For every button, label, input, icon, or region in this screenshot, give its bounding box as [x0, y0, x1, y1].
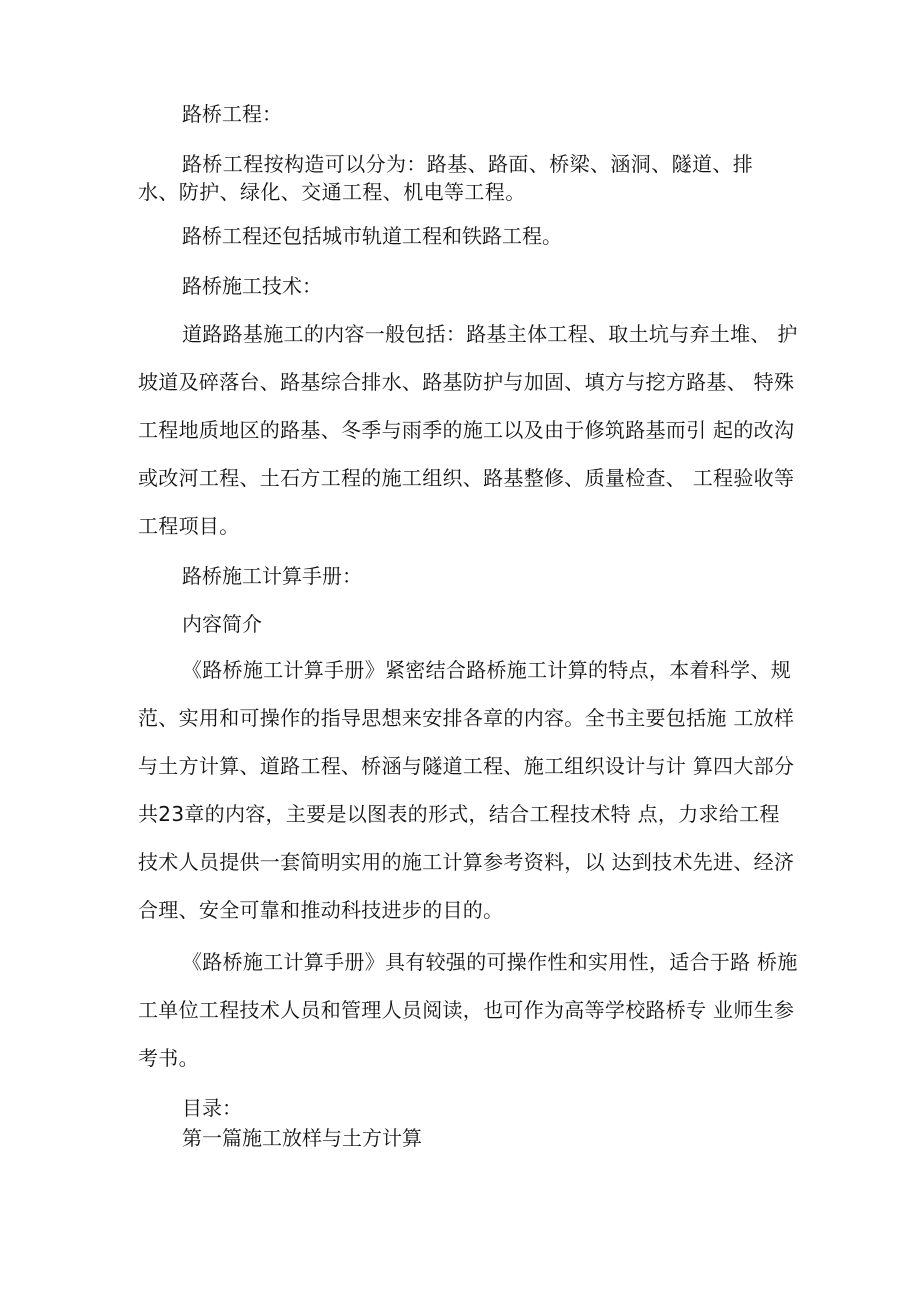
section-heading-roads-bridges: 路桥工程：: [182, 102, 282, 126]
contents-item-part-one: 第一篇施工放样与土方计算: [182, 1126, 422, 1150]
paragraph-rail: 路桥工程还包括城市轨道工程和铁路工程。: [182, 224, 562, 248]
paragraph-subgrade-construction: 道路路基施工的内容一般包括：路基主体工程、取土坑与弃土堆、 护坡道及碎落台、路基综合排水、路基防护与加固、填方与挖方路基、 特殊工程地质地区的路基、冬季与雨季的施工以及由于修筑路基而引 起的改沟或改河工程、土石方工程的施工组织、路基整修、质量检查、 工程验收等工程项目。: [138, 322, 798, 538]
section-heading-calculation-handbook: 路桥施工计算手册：: [182, 564, 362, 588]
paragraph-classification: 路桥工程按构造可以分为：路基、路面、桥梁、涵洞、隧道、排 水、防护、绿化、交通工程、机电等工程。: [138, 152, 754, 204]
section-heading-construction-tech: 路桥施工技术：: [182, 274, 322, 298]
section-heading-contents: 目录：: [182, 1096, 242, 1120]
paragraph-handbook-description: 《路桥施工计算手册》紧密结合路桥施工计算的特点，本着科学、规范、实用和可操作的指导思想来安排各章的内容。全书主要包括施 工放样与土方计算、道路工程、桥涵与隧道工程、施工组织设计与计 算四大部分共23章的内容，主要是以图表的形式，结合工程技术特 点，力求给工程技术人员提供一套简明实用的施工计算参考资料，以 达到技术先进、经济合理、安全可靠和推动科技进步的目的。: [138, 658, 795, 922]
paragraph-handbook-audience: 《路桥施工计算手册》具有较强的可操作性和实用性，适合于路 桥施工单位工程技术人员和管理人员阅读，也可作为高等学校路桥专 业师生参考书。: [138, 950, 798, 1070]
section-heading-summary: 内容简介: [182, 612, 262, 636]
